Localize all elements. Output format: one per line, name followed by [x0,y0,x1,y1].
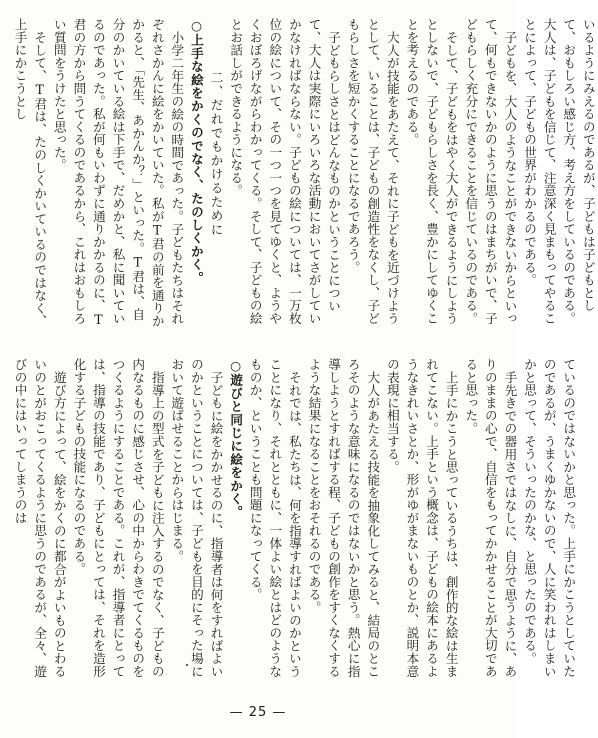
page-number: — 25 — [229,705,287,720]
lower-paragraph-6: 子どもに絵をかかせるのに、指導者は何をすればよいのかということについては、子どもを目的にそった場において遊ばせることからはじまる。 [169,358,224,678]
upper-paragraph-4: 大人が技能をあたえて、それに子どもを近づけようとして、いることは、子どもの創造性をなくし、子どもらしさを短かくすることになるであろう。 [345,18,400,325]
lower-paragraph-3: 上手にかこうと思っているうちは、創作的な絵は生まれてこない。上手という概念は、子どもの絵本にあるようなきれいさとか、形がゆがまないものとか、説明本意の表現に相当する。 [384,358,459,678]
upper-text-columns [10,18,598,333]
upper-paragraph-6: 小学二年生の絵の時間であった。子どもたちはそれぞれさかんに絵をかいていた。私がT君の前を通りかかると、「先生、あかんか？」といった。T君は、自分のかいている絵は下手で、だめかと、私に聞いているのであった。私が何もいわずに通りかかるのに、T君の方から問うてくるのであるから、これはおもしろい質問をうけたと思った。 [51,18,185,328]
upper-text-block [10,18,596,333]
lower-paragraph-4: 大人があたえる技能を抽象化してみると、結局のところそのような意味になるのではないかと思う。熱心に指導しようとすればする程、子どもの創作をすくなくするような結果になることをおそれるのである。 [306,358,381,678]
section-title: 二、だれでもかけるために [208,70,224,237]
lower-paragraph-1: ているのではないかと思った。上手にかこうとしていたのであるが、うまくゆかないので、人に笑われはしまいかと思って、そういったのかな、と思ったのである。 [522,358,577,678]
lower-paragraph-7: 指導上の型式を子どもに注入するのでなく、子どもの内なるものに感じさせ、心の中からわきでてくるものをつくるようにすることである。これが、指導者にとっては、指導の技能であり、子どもにとっては、それを造形化する子どもの技能になるのである。 [71,358,165,678]
upper-paragraph-1: いるようにみえるのであるが、子どもは子どもとして、おもしろい感じ方、考え方をしているのである。大人は、子どもを信じて、注意深く見まもってやることによって、子どもの世界がわかるのである。 [522,18,596,325]
print-speck [186,664,188,666]
lower-text-columns [10,358,578,683]
lower-paragraph-2: 手先きでの器用さではなしに、自分で思うように、ありのままの心で、自信をもってかかせることが大切であると思った。 [463,358,518,678]
upper-paragraph-5: 子どもらしさとはどんなものかということについて、大人は実際にいろいろな活動においてさがしていかなければならない。子どもの絵については、一万枚位の絵について、その一つ一つを見てゆくと、ようやくおぼろげながらわかってくる。そして、子どもの絵とお話しができるようになる。 [228,18,342,325]
subheading-draw-happily: ○上手な絵をかくのでなく、たのしくかく。 [188,18,204,285]
lower-paragraph-8: 遊び方によって、絵をかくのに都合がよいものとわるいのとがおこってくるように思うのであるが、全々、遊びの中にはいってしまうのは [12,358,67,678]
upper-paragraph-2: 子どもを、大人のようなことができないからといって、何もできないかのように思うのはまちがいで、子どもらしく充分にできることを信じているのである。 [463,18,518,325]
lower-text-block [10,358,577,683]
upper-paragraph-7: そして、T君は、たのしくかいているのではなく、上手にかこうとし [12,18,48,327]
upper-paragraph-3: そして、子どもをはやく大人ができるようにしようとしないで、子どもらしさを長く、豊かにしてゆくことを考えるのである。 [404,18,459,325]
lower-paragraph-5: それでは、私たちは、何を指導すればよいのかということになり、それとともに、一体よい絵とはどのようなものか、ということも問題になってくる。 [247,358,302,678]
subheading-draw-like-play: ○遊びと同じに絵をかく。 [228,358,244,519]
